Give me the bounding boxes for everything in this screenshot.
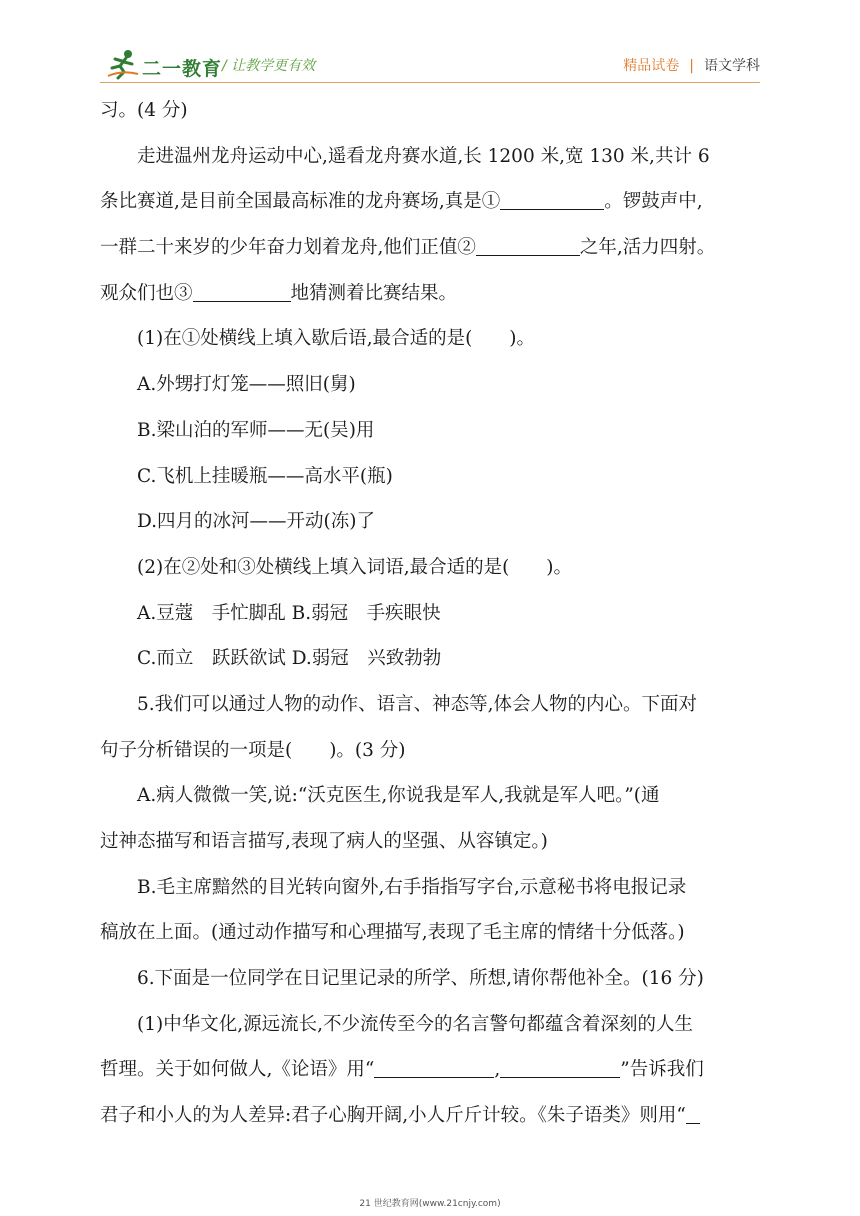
option-line: C.飞机上挂暖瓶——高水平(瓶) [137,465,393,487]
text-segment: 君子和小人的为人差异:君子心胸开阔,小人斤斤计较。《朱子语类》则用“ [100,1105,686,1127]
text-line: 习。(4 分) [100,100,188,121]
option-line: A.病人微微一笑,说:“沃克医生,你说我是军人,我就是军人吧。”(通 [137,785,660,807]
text-segment: 一群二十来岁的少年奋力划着龙舟,他们正值② [100,237,476,259]
answer-blank-3 [193,281,291,302]
option-line: A.外甥打灯笼——照旧(舅) [137,374,356,396]
text-segment: 地猜测着比赛结果。 [290,282,458,304]
page-footer: 21 世纪教育网(www.21cnjy.com) [359,1199,501,1209]
question-line: (2)在②处和③处横线上填入词语,最合适的是( )。 [137,556,573,578]
text-segment: , [494,1059,501,1081]
runner-logo-icon [106,48,140,80]
option-line: C.而立 跃跃欲试 D.弱冠 兴致勃勃 [137,648,442,670]
header-label-premium: 精品试卷 [623,58,680,74]
text-segment: 。锣鼓声中, [604,191,703,213]
text-line: 走进温州龙舟运动中心,遥看龙舟赛水道,长 1200 米,宽 130 米,共计 6 [137,145,710,167]
answer-blank-4 [374,1057,494,1078]
text-line [100,1047,762,1093]
page-header [0,0,860,100]
header-divider [100,82,760,83]
text-segment: 条比赛道,是目前全国最高标准的龙舟赛场,真是① [100,191,501,213]
header-label-subject: 语文学科 [704,58,760,74]
answer-blank-5 [500,1057,620,1078]
option-line: B.梁山泊的军师——无(吴)用 [137,419,375,441]
answer-blank-1 [500,189,604,210]
option-line: A.豆蔻 手忙脚乱 B.弱冠 手疾眼快 [137,602,441,624]
question-line: (1)在①处横线上填入歇后语,最合适的是( )。 [137,328,536,350]
text-line [100,225,762,271]
slogan: / 让教学更有效 [222,58,316,74]
text-segment: 观众们也③ [100,282,193,304]
question-line: 5.我们可以通过人物的动作、语言、神态等,体会人物的内心。下面对 [137,693,698,715]
text-line: 过神态描写和语言描写,表现了病人的坚强、从容镇定。) [100,831,548,852]
text-segment: 哲理。关于如何做人,《论语》用“ [100,1059,375,1081]
text-line: (1)中华文化,源远流长,不少流传至今的名言警句都蕴含着深刻的人生 [137,1013,693,1035]
text-line [100,1093,762,1139]
logo-text: 二一教育 [142,58,223,80]
text-line: 稿放在上面。(通过动作描写和心理描写,表现了毛主席的情绪十分低落。) [100,922,685,944]
text-line: 句子分析错误的一项是( )。(3 分) [100,739,406,761]
document-body [100,88,762,1139]
header-separator: | [689,58,694,74]
answer-blank-6 [686,1103,700,1124]
text-segment: ”告诉我们 [620,1059,704,1081]
header-right-labels [623,55,760,75]
question-line: 6.下面是一位同学在日记里记录的所学、所想,请你帮他补全。(16 分) [137,968,704,990]
text-line [100,271,762,317]
logo [106,48,226,82]
text-segment: 之年,活力四射。 [579,237,716,259]
option-line: B.毛主席黯然的目光转向窗外,右手指指写字台,示意秘书将电报记录 [137,876,687,898]
text-line [100,179,762,225]
answer-blank-2 [476,235,580,256]
option-line: D.四月的冰河——开动(冻)了 [137,511,375,533]
